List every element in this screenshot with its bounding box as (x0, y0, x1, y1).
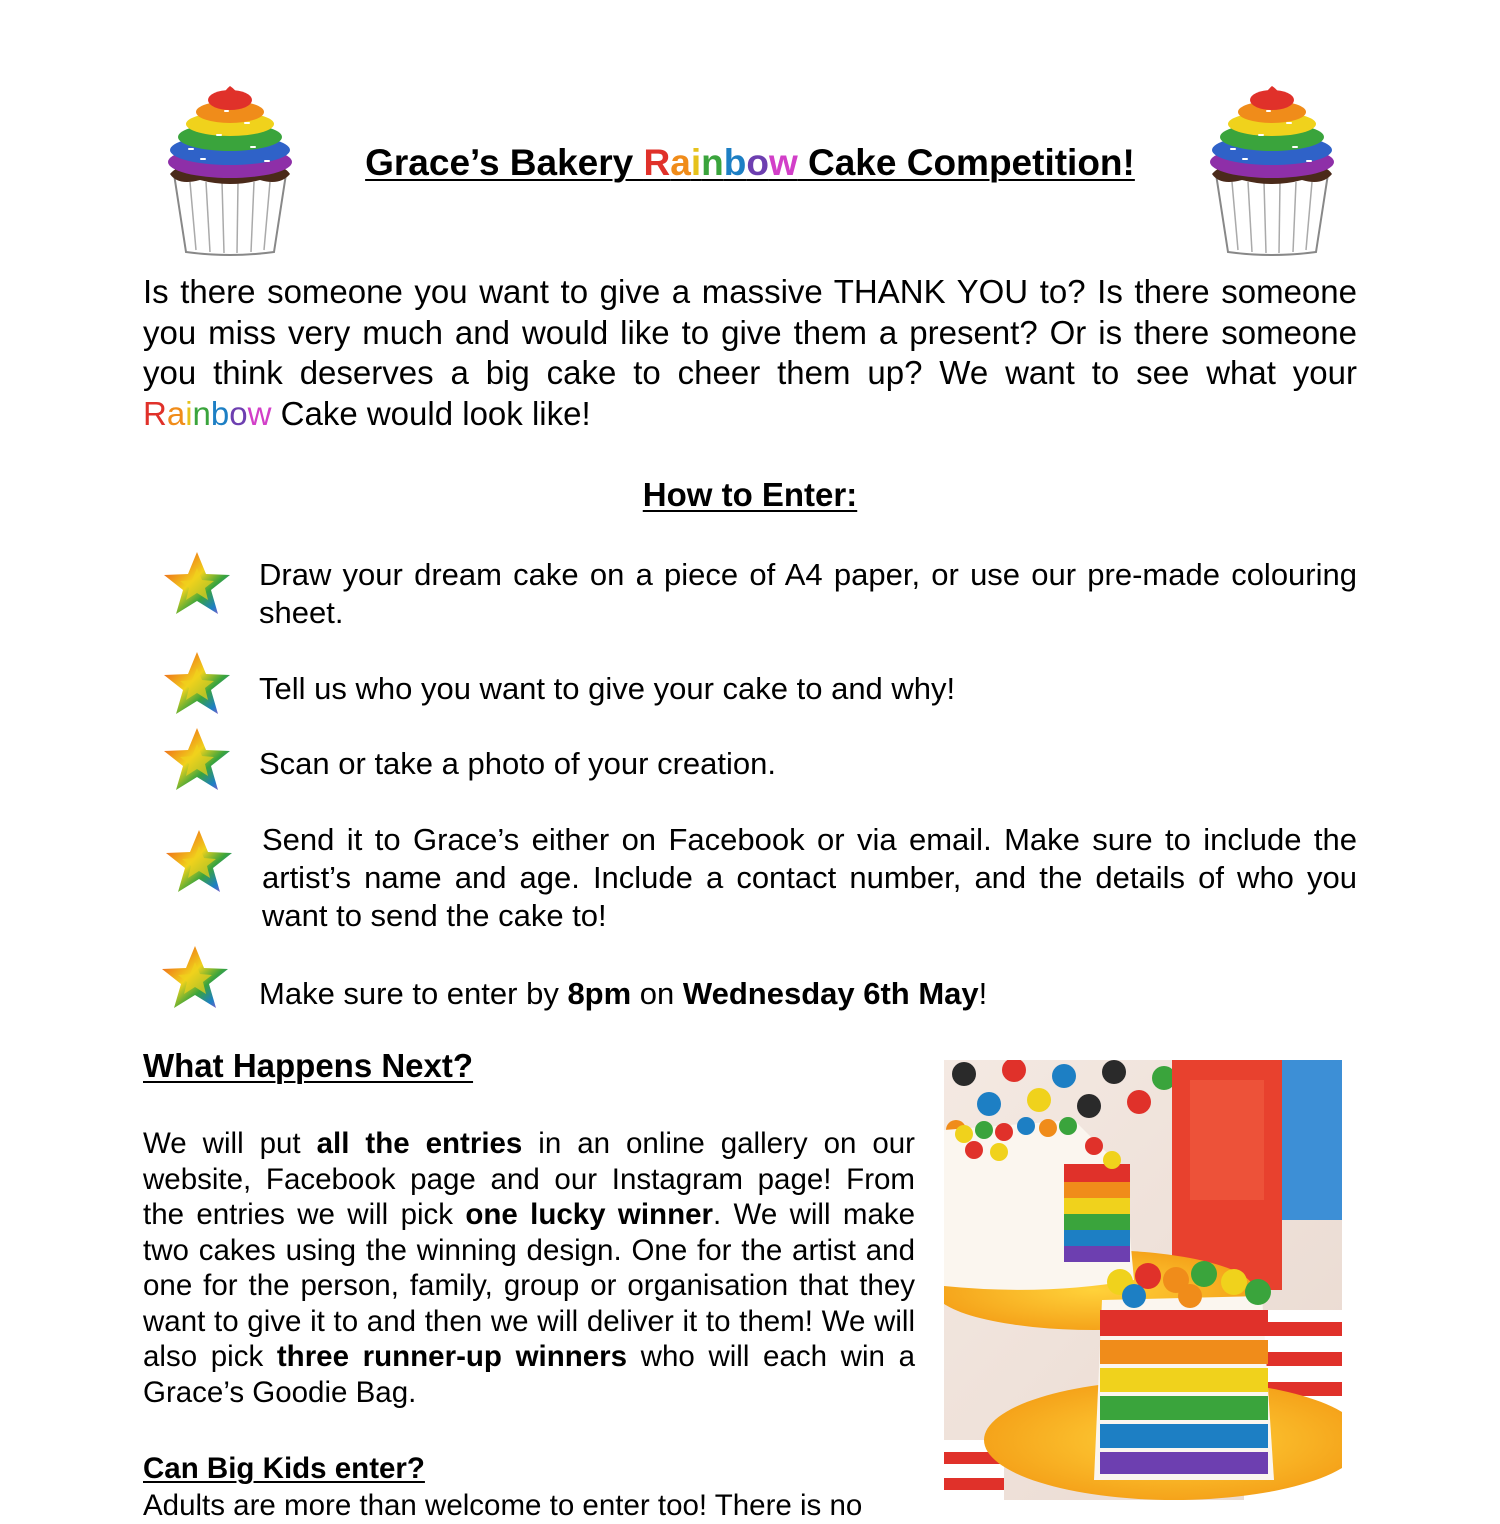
rainbow-letter: w (768, 142, 798, 183)
step-5-text (259, 975, 1357, 1013)
step-5-part: on (631, 976, 683, 1011)
rainbow-letter: n (192, 394, 211, 432)
paragraph-text: . We will make two cakes using the winning design. One for the artist and one for the person, family, group or organisation that they want to give it to and then we will deliver it to them! We will also pick (143, 1198, 916, 1373)
rainbow-letter: a (166, 394, 186, 432)
rainbow-letter: b (210, 394, 230, 432)
paragraph-text: in an online gallery on our website, Facebook page and our Instagram page! From the entries we will pick (143, 1127, 916, 1231)
step-2-text: Tell us who you want to give your cake to and why! (259, 671, 956, 706)
intro-paragraph (143, 272, 1357, 434)
intro-text: Cake would look like! (271, 394, 591, 432)
title-after: Cake Competition! (797, 142, 1135, 183)
deadline-time: 8pm (567, 976, 632, 1011)
rainbow-letter: o (229, 394, 248, 432)
rainbow-star-icon (164, 828, 234, 896)
cupcake-icon (1202, 82, 1342, 262)
rainbow-letter: i (185, 394, 193, 432)
rainbow-cake-photo (944, 1060, 1342, 1500)
rainbow-letter: R (643, 142, 671, 183)
step-4-text: Send it to Grace’s either on Facebook or via email. Make sure to include the artist’s name and age. Include a contact number, and the details of who you want to send the cake to! (262, 822, 1357, 933)
bold-text: all the entries (316, 1127, 523, 1160)
what-happens-next-paragraph (143, 1126, 915, 1410)
rainbow-letter: i (690, 142, 702, 183)
page-title (300, 142, 1200, 184)
rainbow-star-icon (160, 944, 230, 1012)
deadline-date: Wednesday 6th May (682, 976, 979, 1011)
how-to-enter-heading: How to Enter: (642, 476, 858, 513)
paragraph-text: We will put (143, 1127, 317, 1160)
step-5-part: ! (978, 976, 988, 1011)
bold-text: one lucky winner (465, 1198, 713, 1231)
what-happens-next-heading: What Happens Next? (143, 1047, 474, 1084)
step-1-text: Draw your dream cake on a piece of A4 paper, or use our pre-made colouring sheet. (259, 557, 1357, 630)
cupcake-icon (160, 82, 300, 262)
rainbow-star-icon (162, 650, 232, 718)
bold-text: three runner-up winners (276, 1340, 628, 1373)
title-rainbow-word (644, 142, 798, 183)
paragraph-text: who will each win a Grace’s Goodie Bag. (143, 1340, 915, 1409)
rainbow-letter: w (247, 394, 272, 432)
rainbow-letter: o (746, 142, 769, 183)
rainbow-letter: b (723, 142, 747, 183)
step-5-part: Make sure to enter by (259, 976, 568, 1011)
rainbow-star-icon (162, 550, 232, 618)
rainbow-letter: n (701, 142, 724, 183)
big-kids-paragraph: Adults are more than welcome to enter too! There is no (143, 1489, 863, 1522)
rainbow-letter: a (670, 142, 691, 183)
big-kids-heading: Can Big Kids enter? (143, 1452, 425, 1485)
intro-text: Is there someone you want to give a massive THANK YOU to? Is there someone you miss very much and would like to give them a present? Or is there someone you think deserves a big cake to cheer them up? We want to see what your (143, 273, 1357, 391)
step-3-text: Scan or take a photo of your creation. (259, 746, 776, 781)
rainbow-letter: R (143, 394, 167, 432)
rainbow-star-icon (162, 726, 232, 794)
title-before: Grace’s Bakery (365, 142, 644, 183)
